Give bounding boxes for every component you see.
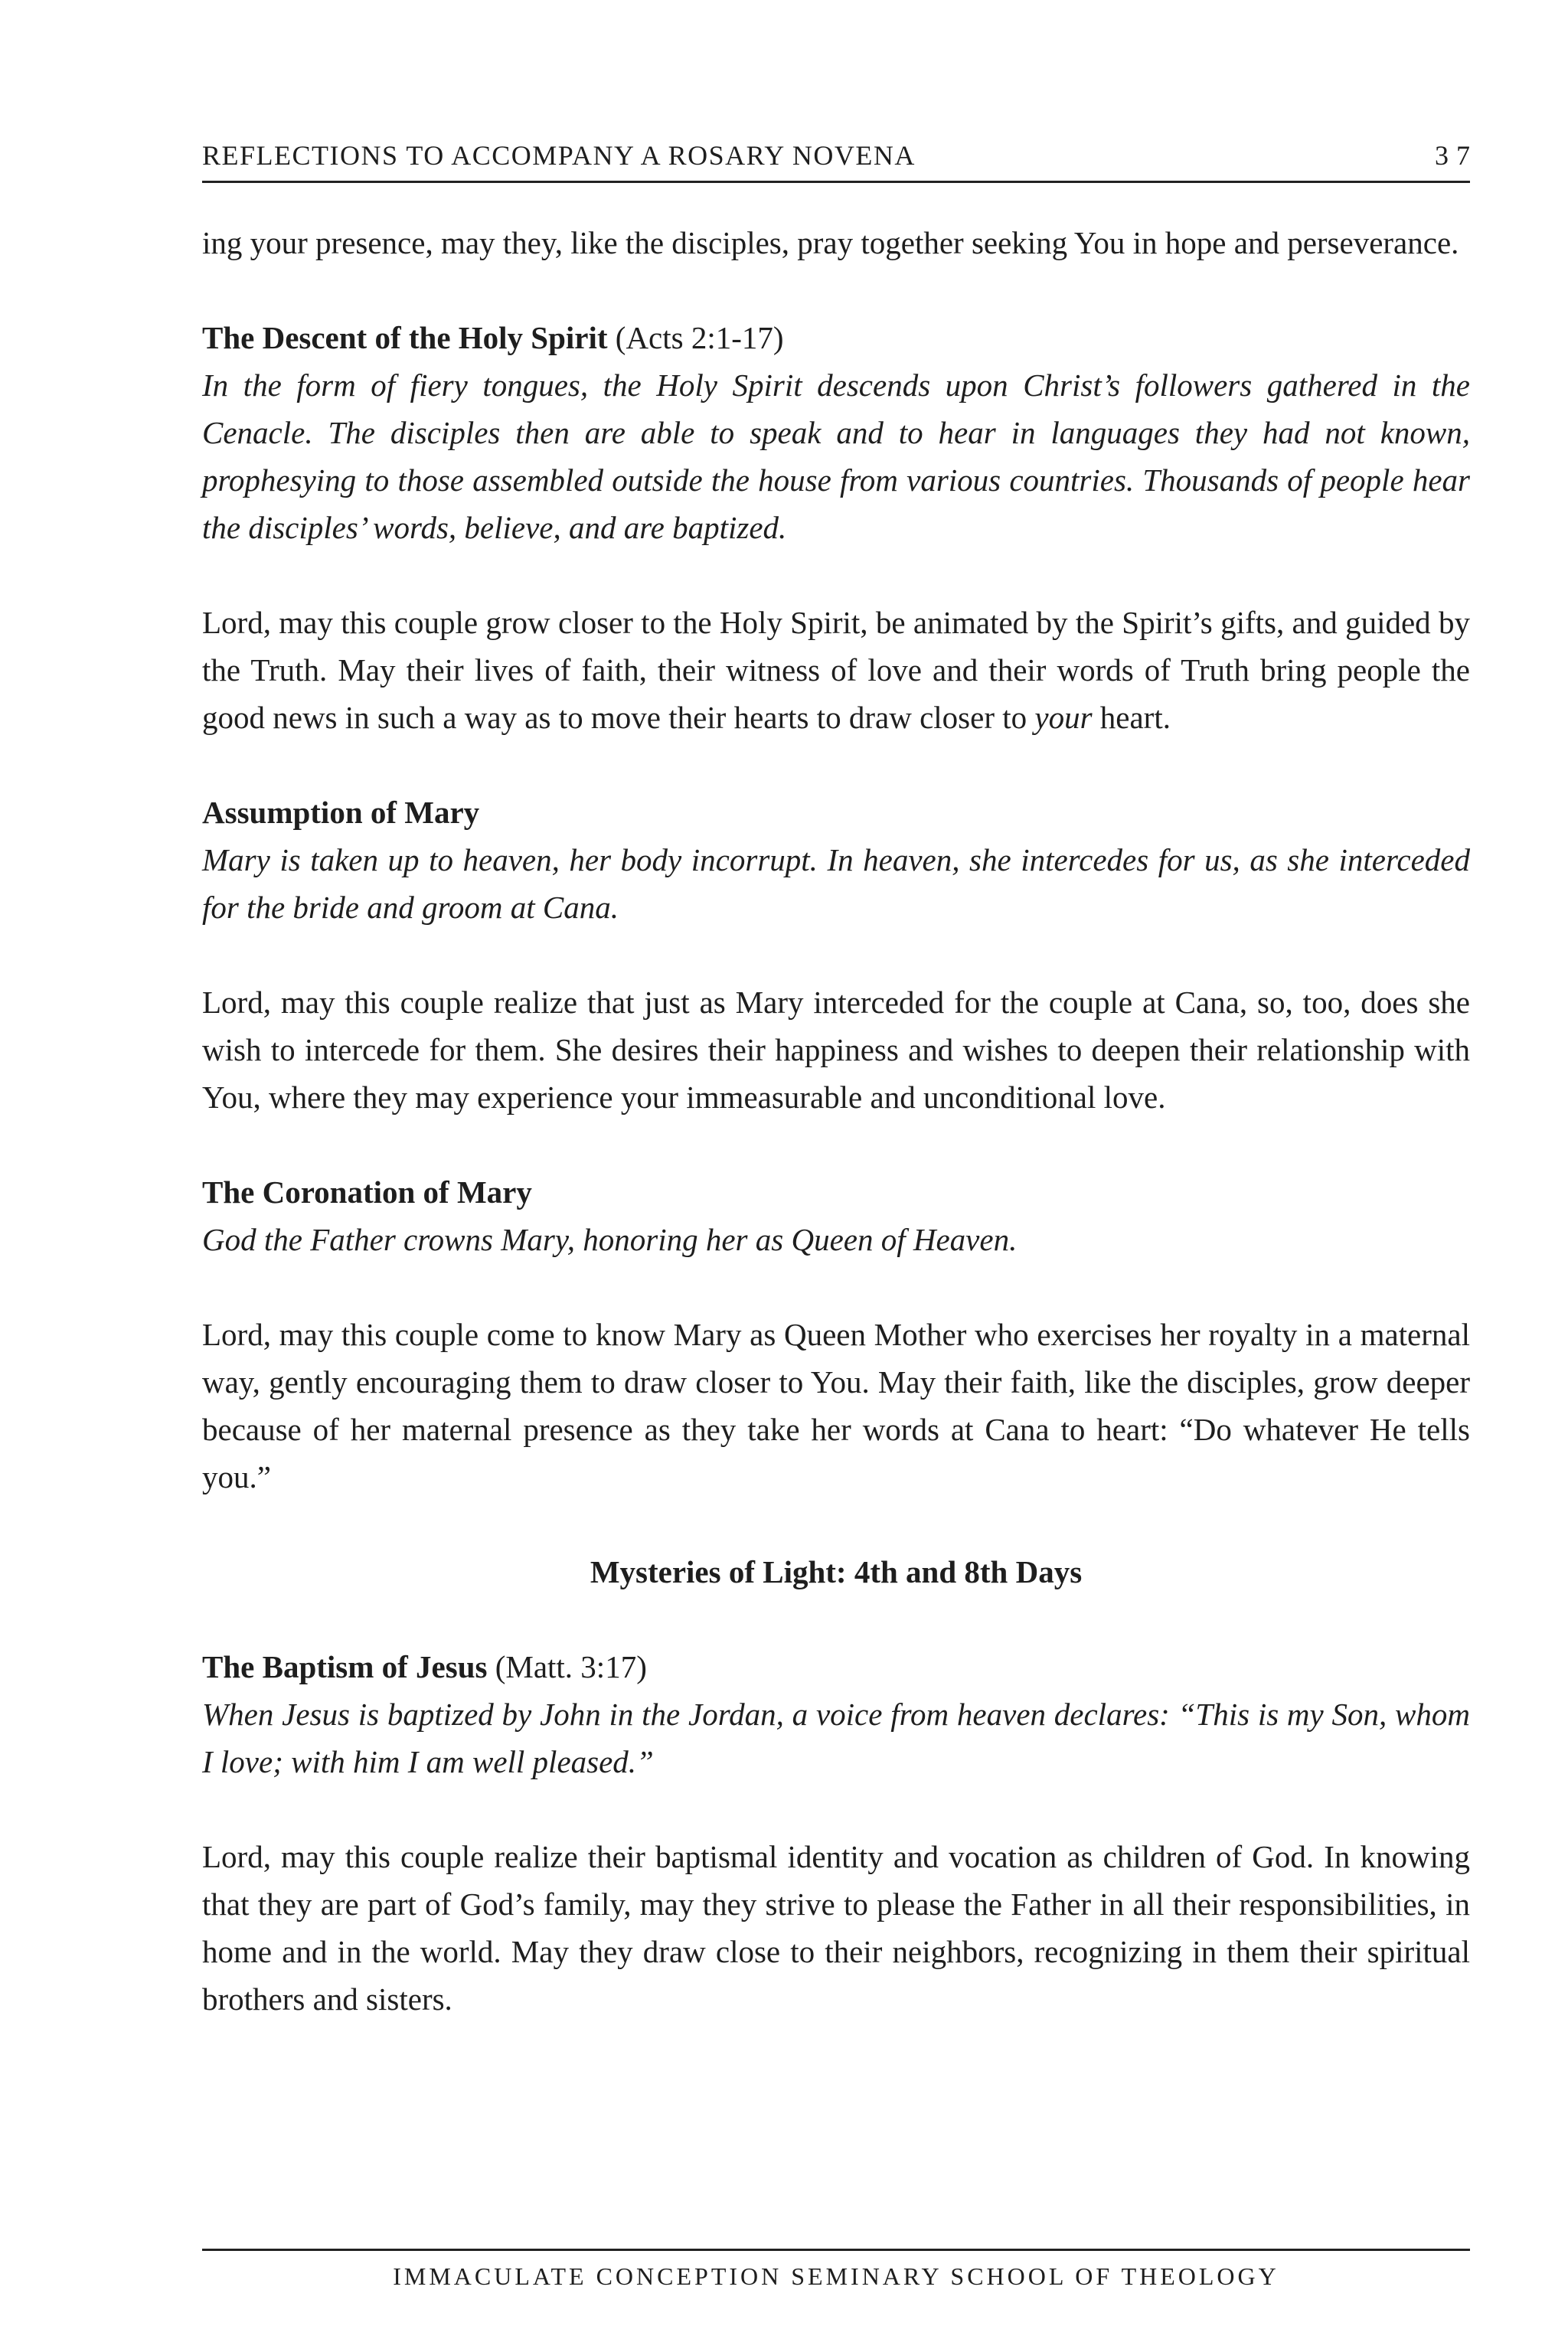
footer-rule xyxy=(202,2249,1470,2251)
scripture-reference: (Matt. 3:17) xyxy=(495,1649,647,1684)
prayer-text-end: heart. xyxy=(1099,700,1171,735)
prayer-paragraph-coronation: Lord, may this couple come to know Mary as Queen Mother who exercises her royalty in a maternal way, gently encouraging them to draw closer to You. May their faith, like the disciples, grow deeper because of her maternal presence as they take her words at Cana to heart: “Do whatever He tells you.” xyxy=(202,1317,1470,1494)
section-title: The Baptism of Jesus xyxy=(202,1649,488,1684)
mystery-description: God the Father crowns Mary, honoring her as Queen of Heaven. xyxy=(202,1222,1018,1257)
page-body xyxy=(202,219,1470,2023)
mystery-description: Mary is taken up to heaven, her body incorrupt. In heaven, she intercedes for us, as she interceded for the bride and groom at Cana. xyxy=(202,842,1470,925)
mystery-description: In the form of fiery tongues, the Holy Spirit descends upon Christ’s followers gathered in the Cenacle. The disciples then are able to speak and to hear in languages they had not known, prophesying to those assembled outside the house from various countries. Thousands of people hear the disciples’ words, believe, and are baptized. xyxy=(202,368,1470,545)
section-heading xyxy=(202,789,1470,836)
section-descent-of-holy-spirit xyxy=(202,314,1470,551)
scripture-reference: (Acts 2:1-17) xyxy=(615,320,784,355)
section-heading xyxy=(202,1168,1470,1216)
section-heading xyxy=(202,314,1470,361)
prayer-paragraph-baptism: Lord, may this couple realize their baptismal identity and vocation as children of God. In knowing that they are part of God’s family, may they strive to please the Father in all their responsibilities, in home and in the world. May they draw close to their neighbors, recognizing in them their spiritual brothers and sisters. xyxy=(202,1839,1470,2017)
prayer-text: Lord, may this couple grow closer to the Holy Spirit, be animated by the Spirit’s gifts, and guided by the Truth. May their lives of faith, their witness of love and their words of Truth bring people the good news in such a way as to move their hearts to draw closer to xyxy=(202,605,1470,735)
section-title: The Coronation of Mary xyxy=(202,1174,532,1210)
continuation-paragraph: ing your presence, may they, like the disciples, pray together seeking You in hope and perseverance. xyxy=(202,225,1459,260)
section-coronation-of-mary xyxy=(202,1168,1470,1263)
running-footer: IMMACULATE CONCEPTION SEMINARY SCHOOL OF THEOLOGY xyxy=(393,2262,1279,2290)
section-heading xyxy=(202,1643,1470,1690)
document-page xyxy=(202,0,1478,2352)
section-title: The Descent of the Holy Spirit xyxy=(202,320,608,355)
prayer-paragraph-descent xyxy=(202,599,1470,741)
mysteries-heading: Mysteries of Light: 4th and 8th Days xyxy=(590,1554,1083,1589)
page-number: 37 xyxy=(1435,140,1478,171)
section-title: Assumption of Mary xyxy=(202,795,480,830)
header-rule xyxy=(202,181,1470,183)
running-header-title: REFLECTIONS TO ACCOMPANY A ROSARY NOVENA xyxy=(202,140,916,171)
section-baptism-of-jesus xyxy=(202,1643,1470,1785)
running-header xyxy=(202,129,1478,172)
prayer-paragraph-assumption: Lord, may this couple realize that just as Mary interceded for the couple at Cana, so, too, does she wish to intercede for them. She desires their happiness and wishes to deepen their relationship with You, where they may experience your immeasurable and unconditional love. xyxy=(202,985,1470,1115)
prayer-emphasis: your xyxy=(1034,700,1093,735)
section-assumption-of-mary xyxy=(202,789,1470,931)
mystery-description: When Jesus is baptized by John in the Jordan, a voice from heaven declares: “This is my Son, whom I love; with him I am well pleased.” xyxy=(202,1697,1470,1779)
